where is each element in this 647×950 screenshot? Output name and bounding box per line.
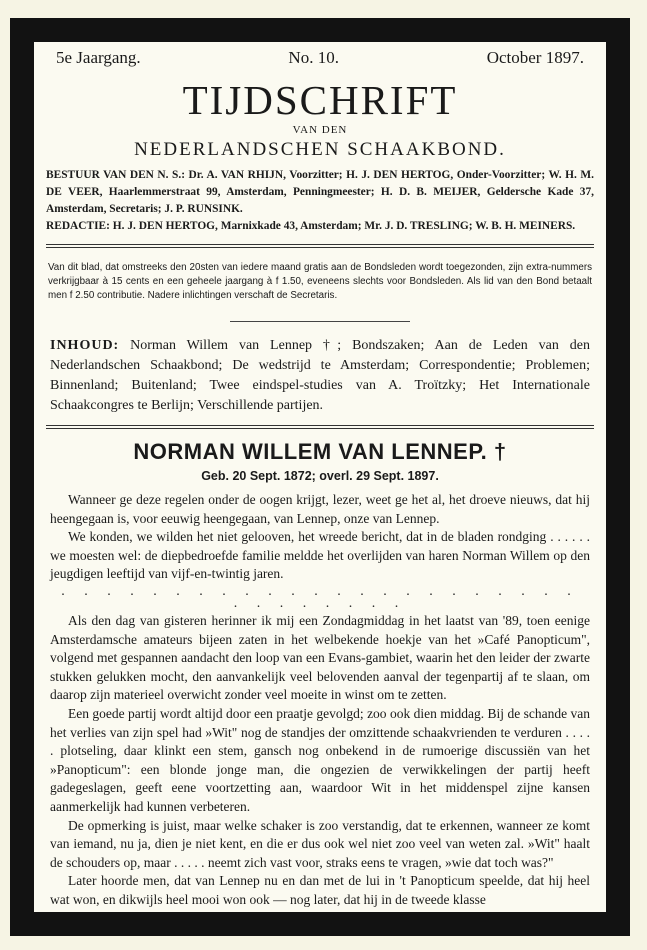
subscription-notice: Van dit blad, dat omstreeks den 20sten van iedere maand gratis aan de Bondsleden wordt toegezonden, zijn extra-nummers verkrijgbaar à 15 cents en een geheele jaargang à f 1.50, eveneens slechts voor Bondsleden. Als lid van den Bond betaalt men f 2.50 contributie. Nadere inlichtingen verschaft de Secretaris. (48, 262, 592, 301)
paragraph-3: Als den dag van gisteren herinner ik mij een Zondagmiddag in het laatst van '89, toen eenige Amsterdamsche amateurs bijeen zaten in het welbekende hoekje van het »Café Panopticum", volgend met gespannen aandacht den loop van een Evans-gambiet, waarin het den leider der zwarte stukken gelukken mocht, den aanvankelijk veel belovenden aanval der tegenpartij af te slaan, om daarop zijn materieel overwicht zonder veel moeite in winst om te zetten. (50, 612, 590, 703)
contents (46, 336, 594, 416)
paragraph-6: Later hoorde men, dat van Lennep nu en dan met de lui in 't Panopticum speelde, dat hij heel wat won, en dikwijls heel mooi won ook — nog later, dat hij in de tweede klasse (50, 873, 590, 907)
journal-subtitle: NEDERLANDSCHEN SCHAAKBOND. (134, 139, 506, 160)
page-border (10, 18, 630, 936)
board-info (46, 167, 594, 235)
divider-double-2 (46, 425, 594, 429)
bestuur-label: BESTUUR VAN DEN N. S.: (46, 169, 186, 181)
paragraph-1: Wanneer ge deze regelen onder de oogen krijgt, lezer, weet ge het al, het droeve nieuws, dat hij heengegaan is, voor eeuwig heengegaan, van Lennep, onze van Lennep. (50, 492, 590, 526)
bestuur-text: Dr. A. VAN RHIJN, Voorzitter; H. J. DEN HERTOG, Onder-Voorzitter; W. H. M. DE VEER, Haarlemmerstraat 99, Amsterdam, Penningmeester; H. D. B. MEIJER, Geldersche Kade 37, Amsterdam, Secretaris; J. P. RUNSINK. (46, 169, 594, 215)
issue-date: October 1897. (486, 48, 584, 67)
journal-title: TIJDSCHRIFT (182, 77, 458, 123)
redactie-label: REDACTIE: (46, 220, 110, 232)
paragraph-5: De opmerking is juist, maar welke schaker is zoo verstandig, dat te erkennen, wanneer ze komt van iemand, nu ja, dien je niet kent, en die er dus ook wel niet zoo veel van weten zal. »Wit" haalt de schouders op, maar . . . . . neemt zich vast voor, straks eens te vragen, »wie dat toch was?" (50, 817, 590, 870)
article-headline: NORMAN WILLEM VAN LENNEP. † (133, 439, 507, 464)
issue-number: No. 10. (288, 48, 339, 67)
contents-text: Norman Willem van Lennep †; Bondszaken; Aan de Leden van den Nederlandschen Schaakbond; De wedstrijd te Amsterdam; Correspondentie; Problemen; Binnenland; Buitenland; Twee eindspel-studies van A. Troïtzky; Het Internationale Schaakcongres te Berlijn; Verschillende partijen. (50, 338, 591, 413)
paragraph-2: We konden, we wilden het niet gelooven, het wreede bericht, dat in de bladen rondging . . . . . . we moesten wel: de diepbedroefde familie meldde het overlijden van haren Norman Willem op den jeugdigen leeftijd van vijf-en-twintig jaren. (50, 529, 590, 582)
divider-double (46, 244, 594, 248)
volume-label: 5e Jaargang. (56, 48, 141, 67)
paragraph-4: Een goede partij wordt altijd door een praatje gevolgd; zoo ook dien middag. Bij de schande van het verlies van zijn spel had »Wit" nog de standjes der omzittende schaakvrienden te verduren . . . . . plotseling, daar klinkt een stem, gansch nog onbekend in de rumoerige discussiën van het »Panopticum": een blonde jonge man, die ongezien de verwikkelingen der partij heeft gadegeslagen, geeft eene voortzetting aan, waardoor Wit in het middenspel zijne kansen aanmerkelijk had kunnen verbeteren. (50, 705, 590, 814)
contents-label: INHOUD: (50, 338, 120, 353)
dot-separator: . . . . . . . . . . . . . . . . . . . . . . . . . . . . . . . (61, 583, 579, 611)
journal-page (34, 42, 606, 912)
divider-short (230, 321, 410, 322)
title-connector: VAN DEN (292, 124, 348, 136)
redactie-text: H. J. DEN HERTOG, Marnixkade 43, Amsterdam; Mr. J. D. TRESLING; W. B. H. MEINERS. (112, 220, 576, 232)
article-body (46, 491, 594, 909)
masthead-line (46, 48, 594, 68)
article-dates: Geb. 20 Sept. 1872; overl. 29 Sept. 1897. (201, 469, 439, 483)
